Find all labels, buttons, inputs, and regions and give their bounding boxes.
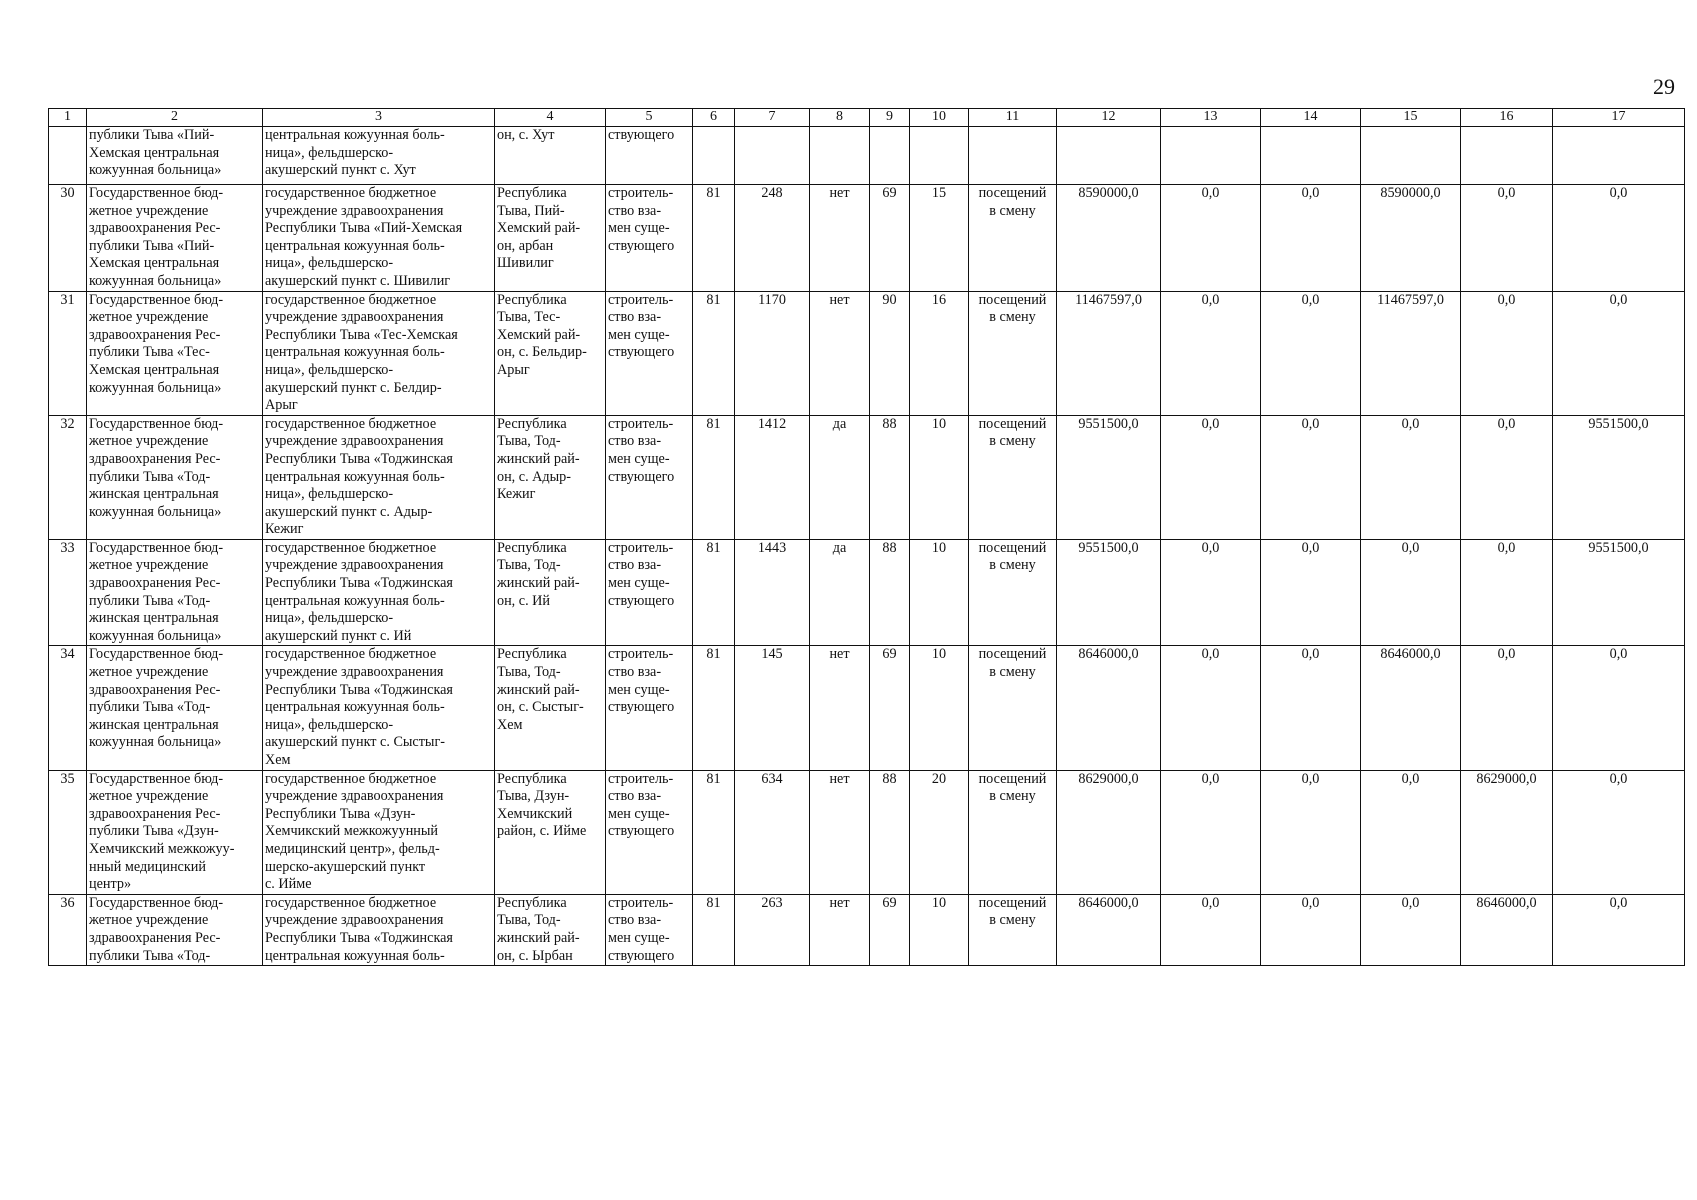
capacity-unit-cell: [969, 127, 1057, 185]
amount-cell: 0,0: [1461, 415, 1553, 539]
amount-cell: 0,0: [1361, 770, 1461, 894]
organization-cell: Государственное бюд- жетное учреждение здравоохранения Рес- публики Тыва «Тод- жинская центральная кожуунная больница»: [87, 539, 263, 646]
object-cell: государственное бюджетное учреждение здравоохранения Республики Тыва «Тоджинская центральная кожуунная боль- ница», фельдшерско- акушерский пункт с. Ий: [263, 539, 495, 646]
amount-cell: [1161, 127, 1261, 185]
address-cell: Республика Тыва, Тод- жинский рай- он, с. Ий: [495, 539, 606, 646]
address-cell: Республика Тыва, Тес- Хемский рай- он, с. Бельдир- Арыг: [495, 291, 606, 415]
column-header: 7: [735, 109, 810, 127]
row-number: 33: [49, 539, 87, 646]
amount-cell: 9551500,0: [1057, 539, 1161, 646]
column-header: 1: [49, 109, 87, 127]
value-cell: 10: [910, 646, 969, 770]
organization-cell: Государственное бюд- жетное учреждение здравоохранения Рес- публики Тыва «Тод- жинская центральная кожуунная больница»: [87, 646, 263, 770]
value-cell: 69: [870, 894, 910, 965]
data-table: [48, 108, 1685, 966]
value-cell: 90: [870, 291, 910, 415]
amount-cell: 0,0: [1161, 291, 1261, 415]
column-header: 11: [969, 109, 1057, 127]
address-cell: Республика Тыва, Дзун- Хемчикский район, с. Ийме: [495, 770, 606, 894]
organization-cell: Государственное бюд- жетное учреждение здравоохранения Рес- публики Тыва «Тес- Хемская центральная кожуунная больница»: [87, 291, 263, 415]
column-header: 2: [87, 109, 263, 127]
column-header: 12: [1057, 109, 1161, 127]
value-cell: 81: [693, 415, 735, 539]
value-cell: 248: [735, 185, 810, 292]
amount-cell: 11467597,0: [1361, 291, 1461, 415]
amount-cell: 0,0: [1261, 894, 1361, 965]
value-cell: 88: [870, 415, 910, 539]
value-cell: [870, 127, 910, 185]
amount-cell: 0,0: [1553, 185, 1685, 292]
value-cell: 1443: [735, 539, 810, 646]
value-cell: 1170: [735, 291, 810, 415]
value-cell: 69: [870, 185, 910, 292]
object-cell: государственное бюджетное учреждение здравоохранения Республики Тыва «Тоджинская центральная кожуунная боль- ница», фельдшерско- акушерский пункт с. Адыр- Кежиг: [263, 415, 495, 539]
amount-cell: 0,0: [1261, 770, 1361, 894]
column-number-row: [49, 109, 1685, 127]
value-cell: 10: [910, 539, 969, 646]
amount-cell: [1361, 127, 1461, 185]
amount-cell: 0,0: [1553, 646, 1685, 770]
table-row: [49, 415, 1685, 539]
amount-cell: 8629000,0: [1461, 770, 1553, 894]
value-cell: [910, 127, 969, 185]
column-header: 9: [870, 109, 910, 127]
value-cell: да: [810, 415, 870, 539]
capacity-unit-cell: посещений в смену: [969, 770, 1057, 894]
value-cell: нет: [810, 894, 870, 965]
column-header: 5: [606, 109, 693, 127]
column-header: 10: [910, 109, 969, 127]
organization-cell: Государственное бюд- жетное учреждение здравоохранения Рес- публики Тыва «Дзун- Хемчикский межкожуу- нный медицинский центр»: [87, 770, 263, 894]
amount-cell: 0,0: [1361, 894, 1461, 965]
row-number: 30: [49, 185, 87, 292]
capacity-unit-cell: посещений в смену: [969, 894, 1057, 965]
column-header: 14: [1261, 109, 1361, 127]
amount-cell: 0,0: [1461, 291, 1553, 415]
value-cell: 16: [910, 291, 969, 415]
value-cell: нет: [810, 646, 870, 770]
amount-cell: 0,0: [1361, 415, 1461, 539]
value-cell: нет: [810, 291, 870, 415]
amount-cell: 0,0: [1553, 770, 1685, 894]
row-number: [49, 127, 87, 185]
object-cell: государственное бюджетное учреждение здравоохранения Республики Тыва «Дзун- Хемчикский межкожуунный медицинский центр», фельд- шерско-акушерский пункт с. Ийме: [263, 770, 495, 894]
column-header: 3: [263, 109, 495, 127]
amount-cell: 0,0: [1261, 539, 1361, 646]
amount-cell: 0,0: [1161, 539, 1261, 646]
work-type-cell: строитель- ство вза- мен суще- ствующего: [606, 185, 693, 292]
page-number: 29: [1653, 74, 1675, 99]
table-row: [49, 646, 1685, 770]
amount-cell: 8646000,0: [1361, 646, 1461, 770]
table-row: [49, 770, 1685, 894]
row-number: 34: [49, 646, 87, 770]
organization-cell: публики Тыва «Пий- Хемская центральная кожуунная больница»: [87, 127, 263, 185]
object-cell: государственное бюджетное учреждение здравоохранения Республики Тыва «Тес-Хемская центральная кожуунная боль- ница», фельдшерско- акушерский пункт с. Белдир- Арыг: [263, 291, 495, 415]
address-cell: Республика Тыва, Тод- жинский рай- он, с. Сыстыг- Хем: [495, 646, 606, 770]
value-cell: 81: [693, 770, 735, 894]
object-cell: государственное бюджетное учреждение здравоохранения Республики Тыва «Тоджинская центральная кожуунная боль- ница», фельдшерско- акушерский пункт с. Сыстыг- Хем: [263, 646, 495, 770]
amount-cell: 0,0: [1261, 646, 1361, 770]
amount-cell: 0,0: [1361, 539, 1461, 646]
value-cell: 81: [693, 539, 735, 646]
table-row: [49, 291, 1685, 415]
address-cell: Республика Тыва, Тод- жинский рай- он, с. Адыр- Кежиг: [495, 415, 606, 539]
value-cell: [810, 127, 870, 185]
value-cell: нет: [810, 185, 870, 292]
amount-cell: 11467597,0: [1057, 291, 1161, 415]
amount-cell: 0,0: [1553, 291, 1685, 415]
value-cell: 81: [693, 185, 735, 292]
table-row: [49, 185, 1685, 292]
amount-cell: [1057, 127, 1161, 185]
value-cell: 263: [735, 894, 810, 965]
organization-cell: Государственное бюд- жетное учреждение здравоохранения Рес- публики Тыва «Пий- Хемская центральная кожуунная больница»: [87, 185, 263, 292]
amount-cell: 0,0: [1161, 646, 1261, 770]
capacity-unit-cell: посещений в смену: [969, 539, 1057, 646]
column-header: 6: [693, 109, 735, 127]
amount-cell: 8590000,0: [1057, 185, 1161, 292]
organization-cell: Государственное бюд- жетное учреждение здравоохранения Рес- публики Тыва «Тод-: [87, 894, 263, 965]
value-cell: 20: [910, 770, 969, 894]
value-cell: [693, 127, 735, 185]
amount-cell: 0,0: [1261, 291, 1361, 415]
row-number: 35: [49, 770, 87, 894]
value-cell: 69: [870, 646, 910, 770]
work-type-cell: строитель- ство вза- мен суще- ствующего: [606, 539, 693, 646]
amount-cell: 0,0: [1461, 185, 1553, 292]
row-number: 32: [49, 415, 87, 539]
amount-cell: 9551500,0: [1553, 415, 1685, 539]
address-cell: Республика Тыва, Пий- Хемский рай- он, арбан Шивилиг: [495, 185, 606, 292]
amount-cell: 0,0: [1461, 646, 1553, 770]
capacity-unit-cell: посещений в смену: [969, 415, 1057, 539]
object-cell: центральная кожуунная боль- ница», фельдшерско- акушерский пункт с. Хут: [263, 127, 495, 185]
amount-cell: 8646000,0: [1057, 894, 1161, 965]
work-type-cell: ствующего: [606, 127, 693, 185]
amount-cell: [1261, 127, 1361, 185]
value-cell: да: [810, 539, 870, 646]
work-type-cell: строитель- ство вза- мен суще- ствующего: [606, 415, 693, 539]
value-cell: [735, 127, 810, 185]
table-row: [49, 539, 1685, 646]
column-header: 4: [495, 109, 606, 127]
work-type-cell: строитель- ство вза- мен суще- ствующего: [606, 646, 693, 770]
capacity-unit-cell: посещений в смену: [969, 646, 1057, 770]
value-cell: 145: [735, 646, 810, 770]
amount-cell: 0,0: [1161, 770, 1261, 894]
row-number: 31: [49, 291, 87, 415]
object-cell: государственное бюджетное учреждение здравоохранения Республики Тыва «Пий-Хемская центральная кожуунная боль- ница», фельдшерско- акушерский пункт с. Шивилиг: [263, 185, 495, 292]
value-cell: 634: [735, 770, 810, 894]
amount-cell: 8629000,0: [1057, 770, 1161, 894]
value-cell: 88: [870, 539, 910, 646]
amount-cell: 0,0: [1161, 415, 1261, 539]
amount-cell: 0,0: [1261, 415, 1361, 539]
address-cell: Республика Тыва, Тод- жинский рай- он, с. Ырбан: [495, 894, 606, 965]
value-cell: 10: [910, 894, 969, 965]
column-header: 15: [1361, 109, 1461, 127]
value-cell: 81: [693, 291, 735, 415]
value-cell: 81: [693, 894, 735, 965]
capacity-unit-cell: посещений в смену: [969, 291, 1057, 415]
amount-cell: [1461, 127, 1553, 185]
value-cell: нет: [810, 770, 870, 894]
value-cell: 88: [870, 770, 910, 894]
object-cell: государственное бюджетное учреждение здравоохранения Республики Тыва «Тоджинская центральная кожуунная боль-: [263, 894, 495, 965]
table-row: [49, 894, 1685, 965]
value-cell: 81: [693, 646, 735, 770]
column-header: 17: [1553, 109, 1685, 127]
row-number: 36: [49, 894, 87, 965]
amount-cell: [1553, 127, 1685, 185]
work-type-cell: строитель- ство вза- мен суще- ствующего: [606, 894, 693, 965]
amount-cell: 8646000,0: [1461, 894, 1553, 965]
amount-cell: 9551500,0: [1057, 415, 1161, 539]
value-cell: 15: [910, 185, 969, 292]
value-cell: 10: [910, 415, 969, 539]
amount-cell: 8590000,0: [1361, 185, 1461, 292]
value-cell: 1412: [735, 415, 810, 539]
amount-cell: 0,0: [1553, 894, 1685, 965]
organization-cell: Государственное бюд- жетное учреждение здравоохранения Рес- публики Тыва «Тод- жинская центральная кожуунная больница»: [87, 415, 263, 539]
capacity-unit-cell: посещений в смену: [969, 185, 1057, 292]
amount-cell: 8646000,0: [1057, 646, 1161, 770]
column-header: 16: [1461, 109, 1553, 127]
amount-cell: 0,0: [1161, 185, 1261, 292]
work-type-cell: строитель- ство вза- мен суще- ствующего: [606, 770, 693, 894]
work-type-cell: строитель- ство вза- мен суще- ствующего: [606, 291, 693, 415]
amount-cell: 0,0: [1161, 894, 1261, 965]
table-row: [49, 127, 1685, 185]
amount-cell: 0,0: [1261, 185, 1361, 292]
amount-cell: 9551500,0: [1553, 539, 1685, 646]
amount-cell: 0,0: [1461, 539, 1553, 646]
address-cell: он, с. Хут: [495, 127, 606, 185]
column-header: 13: [1161, 109, 1261, 127]
column-header: 8: [810, 109, 870, 127]
table-body: [49, 127, 1685, 966]
